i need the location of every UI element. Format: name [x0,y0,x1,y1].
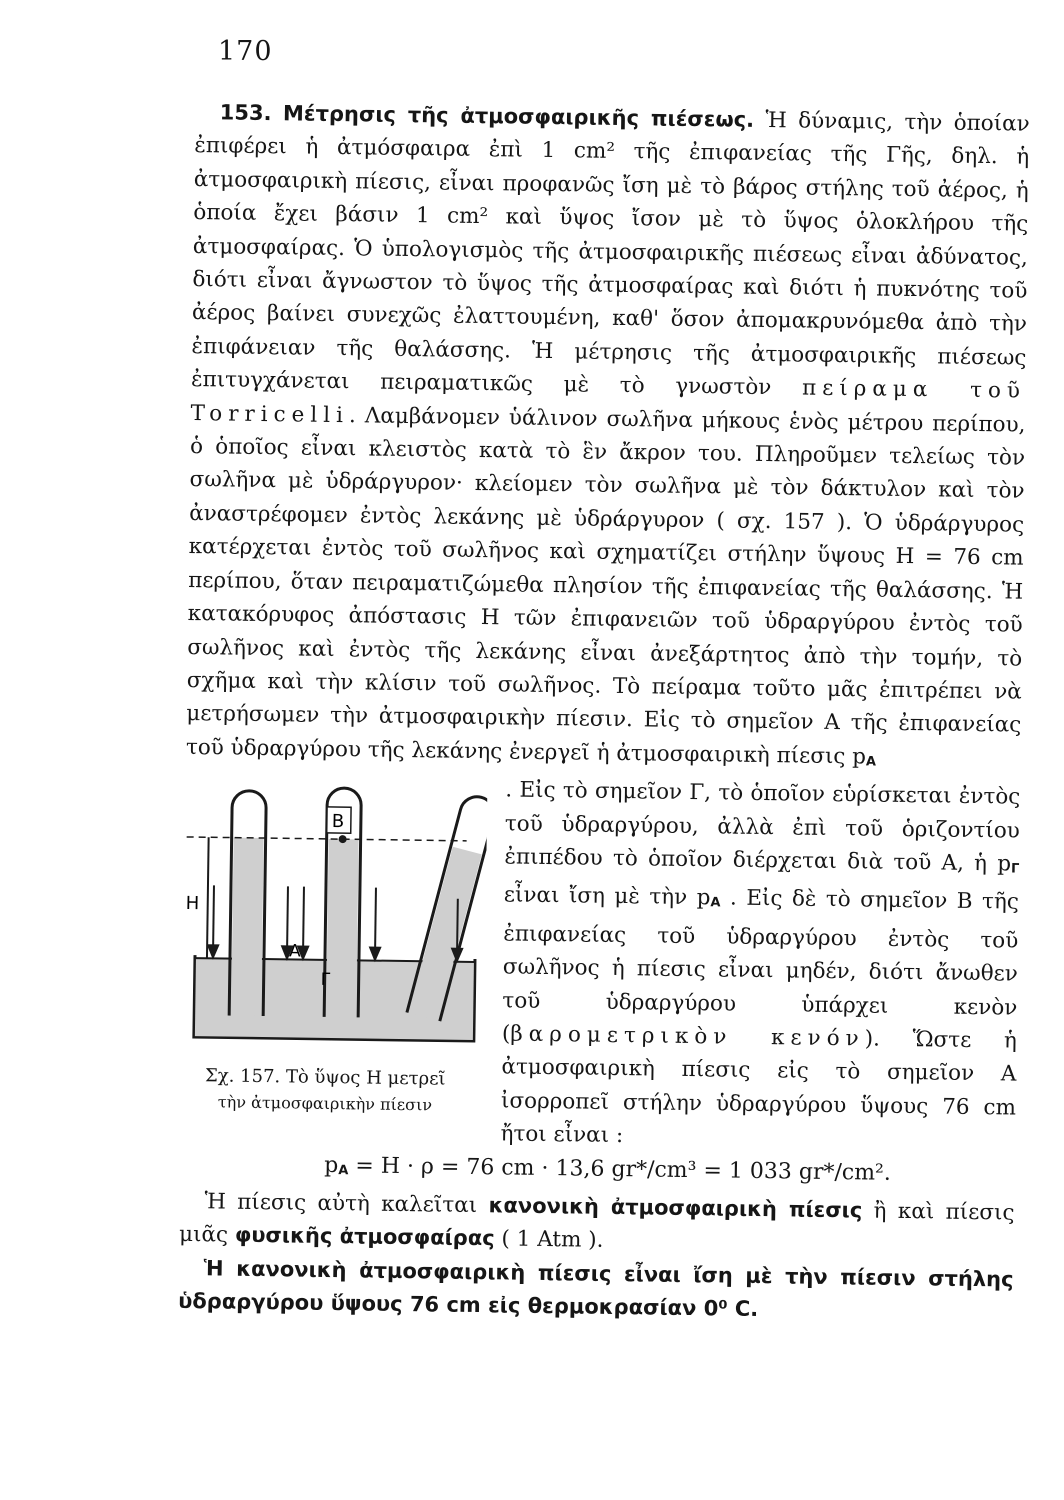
paragraph-1-part-2: . Λαμβάνομεν ὑάλινον σωλῆνα μήκους ἑνὸς μέτρου περίπου, ὁ ὁποῖος εἶναι κλειστὸς κατὰ τὸ ἓν ἄκρον του. Πληροῦμεν τελείως τὸν σωλῆνα μὲ ὑδράργυρον· κλείομεν τὸν σωλῆνα μὲ τὸν δάκτυλον καὶ τὸν ἀναστρέφομεν ἐντὸς λεκάνης μὲ ὑδράργυρον ( σχ. 157 ). Ὁ ὑδράργυρος κατέρχεται ἐντὸς τοῦ σωλῆνος καὶ σχηματίζει στήλην ὕψους Η = 76 cm περίπου, ὅταν πειραματιζώμεθα πλησίον τῆς ἐπιφανείας τῆς θαλάσσης. Ἡ κατακόρυφος ἀπόστασις Η τῶν ἐπιφανειῶν τοῦ ὑδραργύρου ἐντὸς τοῦ σωλῆνος καὶ ἐντὸς τῆς λεκάνης εἶναι ἀνεξάρτητος ἀπὸ τὴν τομήν, τὸ σχῆμα καὶ τὴν κλίσιν τοῦ σωλῆνος. Τὸ πείραμα τοῦτο μᾶς ἐπιτρέπει νὰ μετρήσωμεν τὴν ἀτμοσφαιρικὴν πίεσιν. Εἰς τὸ σημεῖον Α τῆς ἐπιφανείας τοῦ ὑδραργύρου τῆς λεκάνης ἐνεργεῖ ἡ ἀτμοσφαιρικὴ πίεσις p [185,402,1026,770]
paragraph-1-part-6: ). Ὥστε ἡ ἀτμοσφαιρικὴ πίεσις εἰς τὸ σημεῖον Α ἰσορροπεῖ στήλην ὑδραργύρου ὕψους 76 cm ἤτοι εἶναι : [500,1026,1018,1149]
paragraph-1-part-4: εἶναι ἴση μὲ τὴν p [503,882,711,911]
paragraph-1 [186,96,1030,781]
paragraph-1-part-5: . Εἰς δὲ τὸ σημεῖον Β τῆς ἐπιφανείας τοῦ ὑδραργύρου ἐντὸς τοῦ σωλῆνος ἡ πίεσις εἶναι μηδέν, διότι ἄνωθεν τοῦ ὑδραργύρου ὑπάρχει κενὸν ( [501,885,1020,1047]
label-h: Η [185,893,200,915]
body-text [178,96,1030,1330]
paragraph-2-part-3: ( 1 Atm ). [494,1226,604,1254]
paragraph-1-part-3: . Εἰς τὸ σημεῖον Γ, τὸ ὁποῖον εὑρίσκεται ἐντὸς τοῦ ὑδραργύρου, ἀλλὰ ἐπὶ τοῦ ὁριζοντίου ἐπιπέδου τὸ ὁποῖον διέρχεται διὰ τοῦ Α, ἡ p [504,777,1021,877]
section-title: Μέτρησις τῆς ἀτμοσφαιρικῆς πιέσεως. [282,101,755,132]
caption-line-2: τὴν ἀτμοσφαιρικὴν πίεσιν [217,1092,433,1115]
mercury-column-1 [231,838,263,1016]
equation-sub: Α [338,1162,349,1178]
barometric-vacuum-term: βαρομετρικὸν κενόν [510,1021,865,1052]
subscript-a-2: Α [710,895,721,911]
label-g: Γ [320,969,331,991]
label-a: Α [288,941,301,962]
paragraph-2-part-2: ἢ καὶ πίεσις μιᾶς [178,1198,1015,1249]
equation-rest: = Η · ρ = 76 cm · 13,6 gr*/cm³ = 1 033 gr*/cm². [348,1152,892,1186]
term-physical-atmosphere: φυσικῆς ἀτμοσφαίρας [234,1223,495,1251]
h-dimension-line [207,837,209,958]
paragraph-1-part-1: Ἡ δύναμις, τὴν ὁποίαν ἐπιφέρει ἡ ἀτμόσφαιρα ἐπὶ 1 cm² τῆς ἐπιφανείας τῆς Γῆς, δηλ. ἡ ἀτμοσφαιρικὴ πίεσις, εἶναι προφανῶς ἴση μὲ τὸ βάρος στήλης τοῦ ἀέρος, ἡ ὁποία ἔχει βάσιν 1 cm² καὶ ὕψος ἴσον μὲ τὸ ὕψος ὁλοκλήρου τῆς ἀτμοσφαίρας. Ὁ ὑπολογισμὸς τῆς ἀτμοσφαιρικῆς πιέσεως εἶναι ἀδύνατος, διότι εἶναι ἄγνωστον τὸ ὕψος τῆς ἀτμοσφαίρας καὶ διότι ἡ πυκνότης τοῦ ἀέρος βαίνει συνεχῶς ἐλαττουμένη, καθ' ὅσον ἀπομακρυνόμεθα ἀπὸ τὴν ἐπιφάνειαν τῆς θαλάσσης. Ἡ μέτρησις τῆς ἀτμοσφαιρικῆς πιέσεως ἐπιτυγχάνεται πειραματικῶς μὲ τὸ γνωστὸν [190,107,1030,401]
subscript-a-1: Α [865,754,877,770]
subscript-g: Γ [1010,861,1020,877]
label-b: Β [331,811,345,833]
mercury-column-2 [326,839,358,1017]
term-normal-pressure: κανονικὴ ἀτμοσφαιρικὴ πίεσις [488,1193,863,1223]
figure-caption [165,1063,486,1119]
figure-157 [172,775,487,1149]
equation-p: p [324,1152,339,1178]
page-number: 170 [218,36,273,67]
caption-line-1: Σχ. 157. Τὸ ὕψος Η μετρεῖ [204,1065,446,1090]
paragraph-3: Ἡ κανονικὴ ἀτμοσφαιρικὴ πίεσις εἶναι ἴση μὲ τὴν πίεσιν στήλης ὑδραργύρου ὕψους 76 cm εἰς θερμοκρασίαν 0⁰ C. [178,1256,1014,1322]
paragraph-2-part-1: Ἡ πίεσις αὐτὴ καλεῖται [204,1189,489,1219]
paragraph-2 [179,1185,1015,1263]
torricelli-term: πείραμα τοῦ Torricelli [190,375,1027,428]
torricelli-diagram [174,775,488,1059]
section-number: 153. [219,100,272,126]
